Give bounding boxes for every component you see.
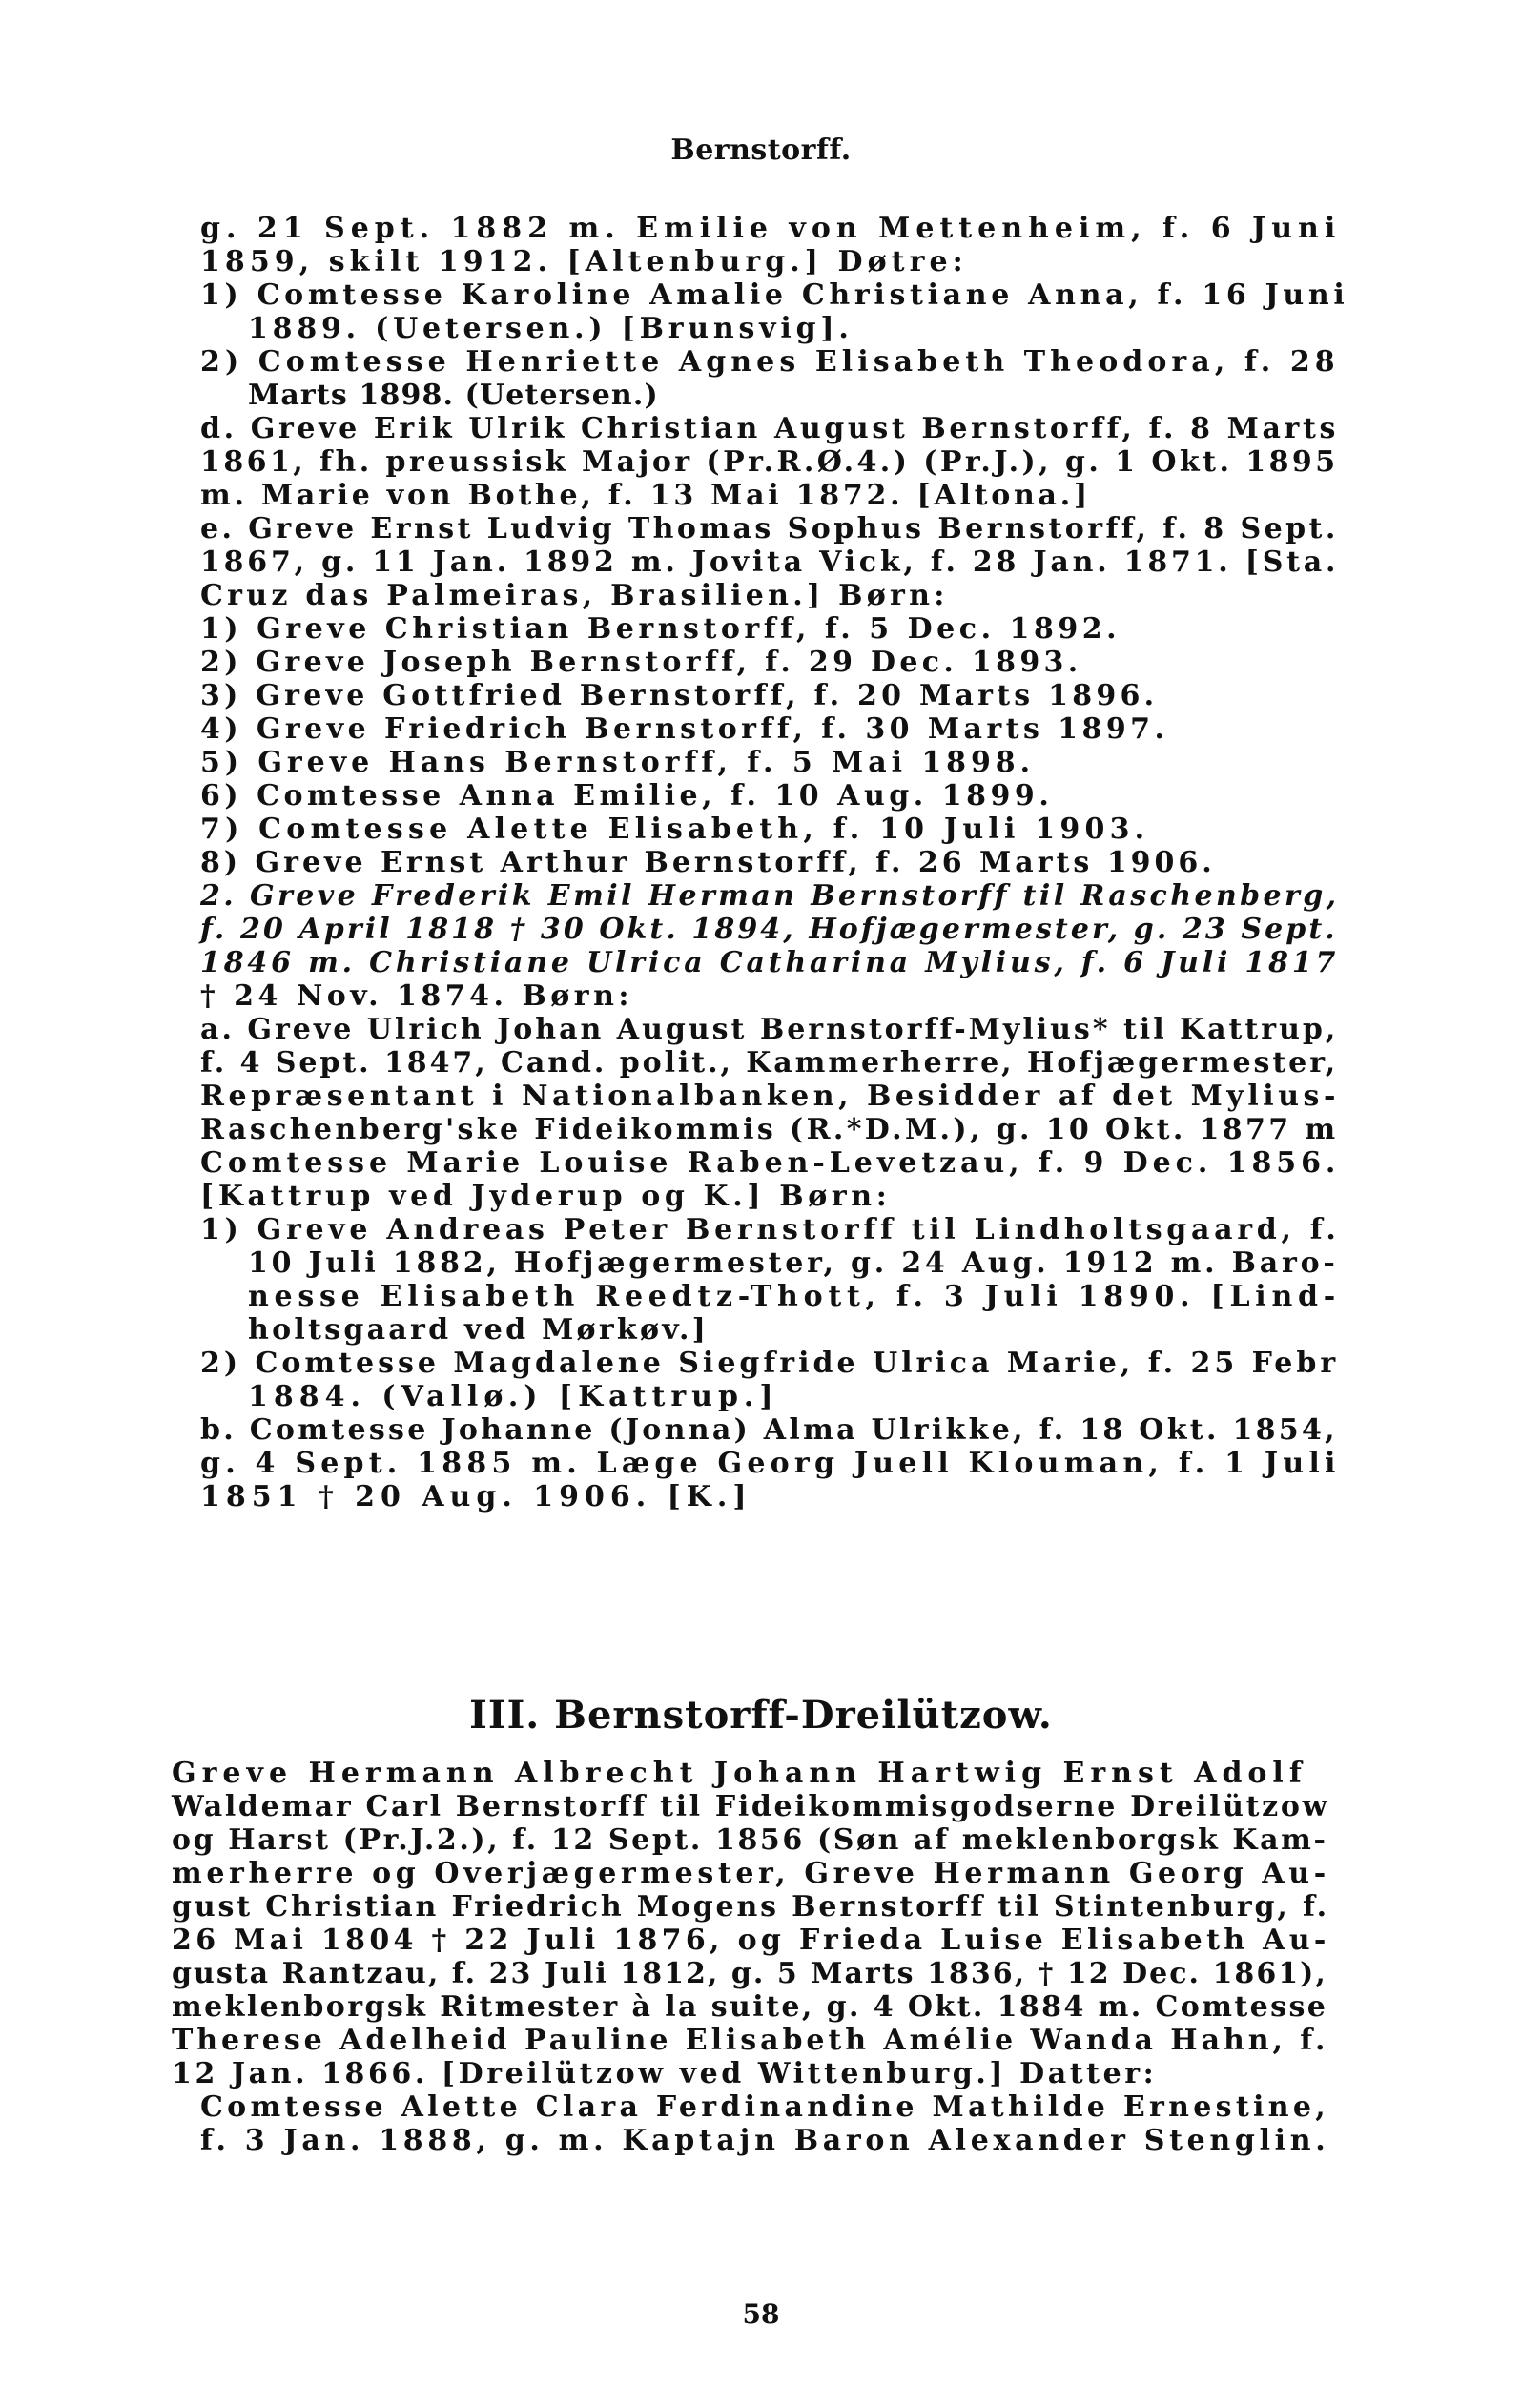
text-line: b. Comtesse Johanne (Jonna) Alma Ulrikke, f. 18 Okt. 1854, [200, 1413, 1338, 1447]
text-line: 8) Greve Ernst Arthur Bernstorff, f. 26 Marts 1906. [200, 846, 1216, 879]
text-line: d. Greve Erik Ulrik Christian August Bernstorff, f. 8 Marts [200, 412, 1339, 445]
text-line: 1) Greve Christian Bernstorff, f. 5 Dec. 1892. [200, 612, 1121, 646]
text-line: 3) Greve Gottfried Bernstorff, f. 20 Marts 1896. [200, 679, 1159, 712]
text-line: meklenborgsk Ritmester à la suite, g. 4 Okt. 1884 m. Comtesse [172, 1990, 1328, 2024]
text-line: Comtesse Marie Louise Raben-Levetzau, f. 9 Dec. 1856. [200, 1146, 1341, 1180]
text-line: gust Christian Friedrich Mogens Bernstorff til Stintenburg, f. [172, 1890, 1329, 1924]
text-line: 1) Comtesse Karoline Amalie Christiane Anna, f. 16 Juni [200, 278, 1349, 312]
text-line: holtsgaard ved Mørkøv.] [248, 1313, 710, 1347]
text-line: 1846 m. Christiane Ulrica Catharina Mylius, f. 6 Juli 1817 [200, 946, 1340, 979]
text-line: f. 20 April 1818 † 30 Okt. 1894, Hofjægermester, g. 23 Sept. [200, 913, 1338, 946]
text-line: a. Greve Ulrich Johan August Bernstorff-Mylius* til Kattrup, [200, 1013, 1339, 1046]
text-line: Repræsentant i Nationalbanken, Besidder af det Mylius- [200, 1080, 1340, 1113]
text-line: 1889. (Uetersen.) [Brunsvig]. [248, 312, 854, 345]
text-line: m. Marie von Bothe, f. 13 Mai 1872. [Altona.] [200, 479, 1091, 512]
text-line: Comtesse Alette Clara Ferdinandine Mathilde Ernestine, [200, 2090, 1329, 2124]
text-line: Therese Adelheid Pauline Elisabeth Amélie Wanda Hahn, f. [172, 2024, 1329, 2057]
text-line: 5) Greve Hans Bernstorff, f. 5 Mai 1898. [200, 746, 1035, 779]
text-line: † 24 Nov. 1874. Børn: [200, 979, 634, 1013]
text-line: Marts 1898. (Uetersen.) [248, 379, 659, 412]
text-line: 7) Comtesse Alette Elisabeth, f. 10 Juli 1903. [200, 813, 1150, 846]
text-line: 2) Comtesse Magdalene Siegfride Ulrica Marie, f. 25 Febr [200, 1347, 1340, 1380]
text-line: 2. Greve Frederik Emil Herman Bernstorff til Raschenberg, [200, 879, 1340, 913]
text-line: g. 21 Sept. 1882 m. Emilie von Mettenheim, f. 6 Juni [200, 212, 1342, 245]
text-line: nesse Elisabeth Reedtz-Thott, f. 3 Juli 1890. [Lind- [248, 1280, 1341, 1313]
text-line: 1867, g. 11 Jan. 1892 m. Jovita Vick, f. 28 Jan. 1871. [Sta. [200, 545, 1340, 579]
text-line: f. 3 Jan. 1888, g. m. Kaptajn Baron Alexander Stenglin. [200, 2124, 1330, 2157]
text-line: 4) Greve Friedrich Bernstorff, f. 30 Marts 1897. [200, 712, 1169, 746]
text-line: 2) Comtesse Henriette Agnes Elisabeth Theodora, f. 28 [200, 345, 1340, 379]
text-line: 1) Greve Andreas Peter Bernstorff til Lindholtsgaard, f. [200, 1213, 1341, 1246]
text-line: 10 Juli 1882, Hofjægermester, g. 24 Aug. 1912 m. Baro- [248, 1246, 1339, 1280]
text-line: merherre og Overjægermester, Greve Hermann Georg Au- [172, 1857, 1330, 1890]
text-line: 1884. (Vallø.) [Kattrup.] [248, 1380, 779, 1413]
text-line: [Kattrup ved Jyderup og K.] Børn: [200, 1180, 892, 1213]
running-header: Bernstorff. [670, 134, 852, 167]
text-line: 26 Mai 1804 † 22 Juli 1876, og Frieda Luise Elisabeth Au- [172, 1924, 1330, 1957]
text-line: Raschenberg'ske Fideikommis (R.*D.M.), g. 10 Okt. 1877 m [200, 1113, 1339, 1146]
text-line: Greve Hermann Albrecht Johann Hartwig Ernst Adolf [172, 1757, 1307, 1790]
text-line: e. Greve Ernst Ludvig Thomas Sophus Bernstorff, f. 8 Sept. [200, 512, 1339, 545]
text-line: og Harst (Pr.J.2.), f. 12 Sept. 1856 (Søn af meklenborgsk Kam- [172, 1823, 1328, 1857]
text-line: 1859, skilt 1912. [Altenburg.] Døtre: [200, 245, 968, 278]
text-line: 2) Greve Joseph Bernstorff, f. 29 Dec. 1893. [200, 646, 1082, 679]
text-line: 1861, fh. preussisk Major (Pr.R.Ø.4.) (Pr.J.), g. 1 Okt. 1895 [200, 445, 1339, 479]
section-title: III. Bernstorff-Dreilützow. [469, 1693, 1053, 1738]
text-line: f. 4 Sept. 1847, Cand. polit., Kammerherre, Hofjægermester, [200, 1046, 1339, 1080]
text-line: g. 4 Sept. 1885 m. Læge Georg Juell Klouman, f. 1 Juli [200, 1447, 1341, 1480]
text-line: gusta Rantzau, f. 23 Juli 1812, g. 5 Marts 1836, † 12 Dec. 1861), [172, 1957, 1327, 1990]
text-line: 6) Comtesse Anna Emilie, f. 10 Aug. 1899. [200, 779, 1054, 813]
text-line: Cruz das Palmeiras, Brasilien.] Børn: [200, 579, 949, 612]
text-line: 1851 † 20 Aug. 1906. [K.] [200, 1480, 752, 1513]
text-line: 12 Jan. 1866. [Dreilützow ved Wittenburg.] Datter: [172, 2057, 1158, 2090]
text-line: Waldemar Carl Bernstorff til Fideikommisgodserne Dreilützow [172, 1790, 1330, 1823]
page-number: 58 [742, 2298, 780, 2330]
